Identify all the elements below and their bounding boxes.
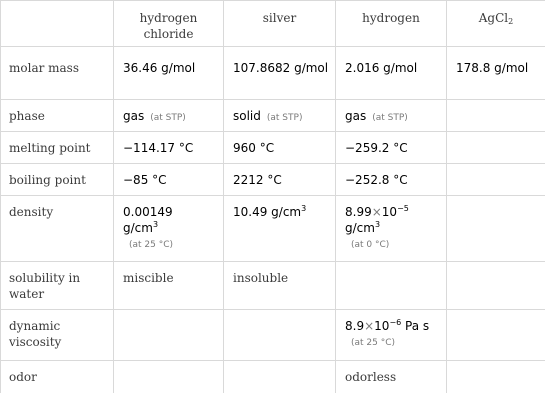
phase-hcl — [114, 108, 223, 126]
row-label-viscosity-line2: viscosity — [9, 335, 62, 349]
density-hcl-value: 0.00149 — [123, 205, 173, 219]
density-silver-value: 10.49 g/cm — [233, 205, 302, 219]
column-header-hydrogen-chloride — [114, 10, 223, 42]
boiling-point-silver: 2212 °C — [233, 173, 282, 187]
row-label-viscosity-line1: dynamic — [9, 319, 61, 333]
molar-mass-silver: 107.8682 g/mol — [233, 61, 329, 75]
agcl2-formula-subscript: 2 — [508, 17, 514, 26]
density-hydrogen-times: × — [371, 205, 382, 219]
density-hydrogen-exponent: −5 — [397, 204, 409, 213]
phase-hydrogen-condition: (at STP) — [372, 113, 408, 123]
density-hcl-condition: (at 25 °C) — [129, 240, 174, 250]
phase-silver-condition: (at STP) — [266, 113, 303, 123]
row-label-phase: phase — [9, 109, 45, 123]
row-label-dynamic-viscosity — [0, 318, 113, 350]
row-label-melting-point: melting point — [9, 141, 91, 155]
odor-hydrogen: odorless — [345, 370, 397, 384]
melting-point-silver: 960 °C — [233, 141, 275, 155]
density-hcl — [114, 204, 223, 251]
density-hydrogen-unit-exponent: 3 — [374, 220, 381, 229]
molar-mass-hcl: 36.46 g/mol — [123, 61, 196, 75]
density-hydrogen-mantissa: 8.99 — [345, 205, 372, 219]
phase-hcl-value: gas — [123, 109, 145, 123]
melting-point-hydrogen: −259.2 °C — [345, 141, 408, 155]
density-hcl-unit-exponent: 3 — [152, 220, 159, 229]
boiling-point-hcl: −85 °C — [123, 173, 167, 187]
density-hydrogen-condition: (at 0 °C) — [351, 240, 390, 250]
viscosity-hydrogen-condition: (at 25 °C) — [351, 338, 396, 348]
column-header-hydrogen-chloride-text: hydrogen chloride — [139, 11, 198, 41]
solubility-hcl: miscible — [123, 271, 174, 285]
phase-hcl-condition: (at STP) — [150, 113, 186, 123]
column-header-silver — [224, 10, 335, 26]
viscosity-hydrogen-exponent: −6 — [389, 318, 402, 327]
column-header-hydrogen — [336, 10, 446, 26]
density-hydrogen-unit: g/cm — [345, 221, 375, 235]
agcl2-formula-base: AgCl — [478, 11, 509, 25]
viscosity-hydrogen — [336, 318, 446, 349]
row-label-solubility-line2: water — [9, 287, 45, 301]
solubility-silver: insoluble — [233, 271, 289, 285]
phase-hydrogen-value: gas — [345, 109, 367, 123]
phase-silver — [224, 108, 335, 126]
molar-mass-hydrogen: 2.016 g/mol — [345, 61, 418, 75]
molar-mass-agcl2: 178.8 g/mol — [456, 61, 529, 75]
column-header-silver-text: silver — [262, 11, 297, 25]
density-hcl-unit: g/cm — [123, 221, 153, 235]
row-label-molar-mass: molar mass — [9, 61, 79, 75]
row-label-solubility-in-water — [0, 270, 113, 302]
column-header-agcl2 — [447, 10, 545, 26]
row-label-odor: odor — [9, 370, 37, 384]
viscosity-hydrogen-times: × — [364, 319, 375, 333]
viscosity-hydrogen-mantissa: 8.9 — [345, 319, 365, 333]
density-hydrogen-base: 10 — [381, 205, 398, 219]
density-silver-unit-exponent: 3 — [301, 204, 307, 213]
density-silver — [224, 204, 335, 220]
row-label-solubility-line1: solubility in — [9, 271, 81, 285]
melting-point-hcl: −114.17 °C — [123, 141, 194, 155]
boiling-point-hydrogen: −252.8 °C — [345, 173, 408, 187]
row-label-density: density — [9, 205, 54, 219]
phase-hydrogen — [336, 108, 446, 126]
row-label-boiling-point: boiling point — [9, 173, 86, 187]
viscosity-hydrogen-unit: Pa s — [401, 319, 430, 333]
density-hydrogen — [336, 204, 446, 251]
column-header-hydrogen-text: hydrogen — [362, 11, 420, 25]
phase-silver-value: solid — [233, 109, 261, 123]
viscosity-hydrogen-base: 10 — [374, 319, 390, 333]
